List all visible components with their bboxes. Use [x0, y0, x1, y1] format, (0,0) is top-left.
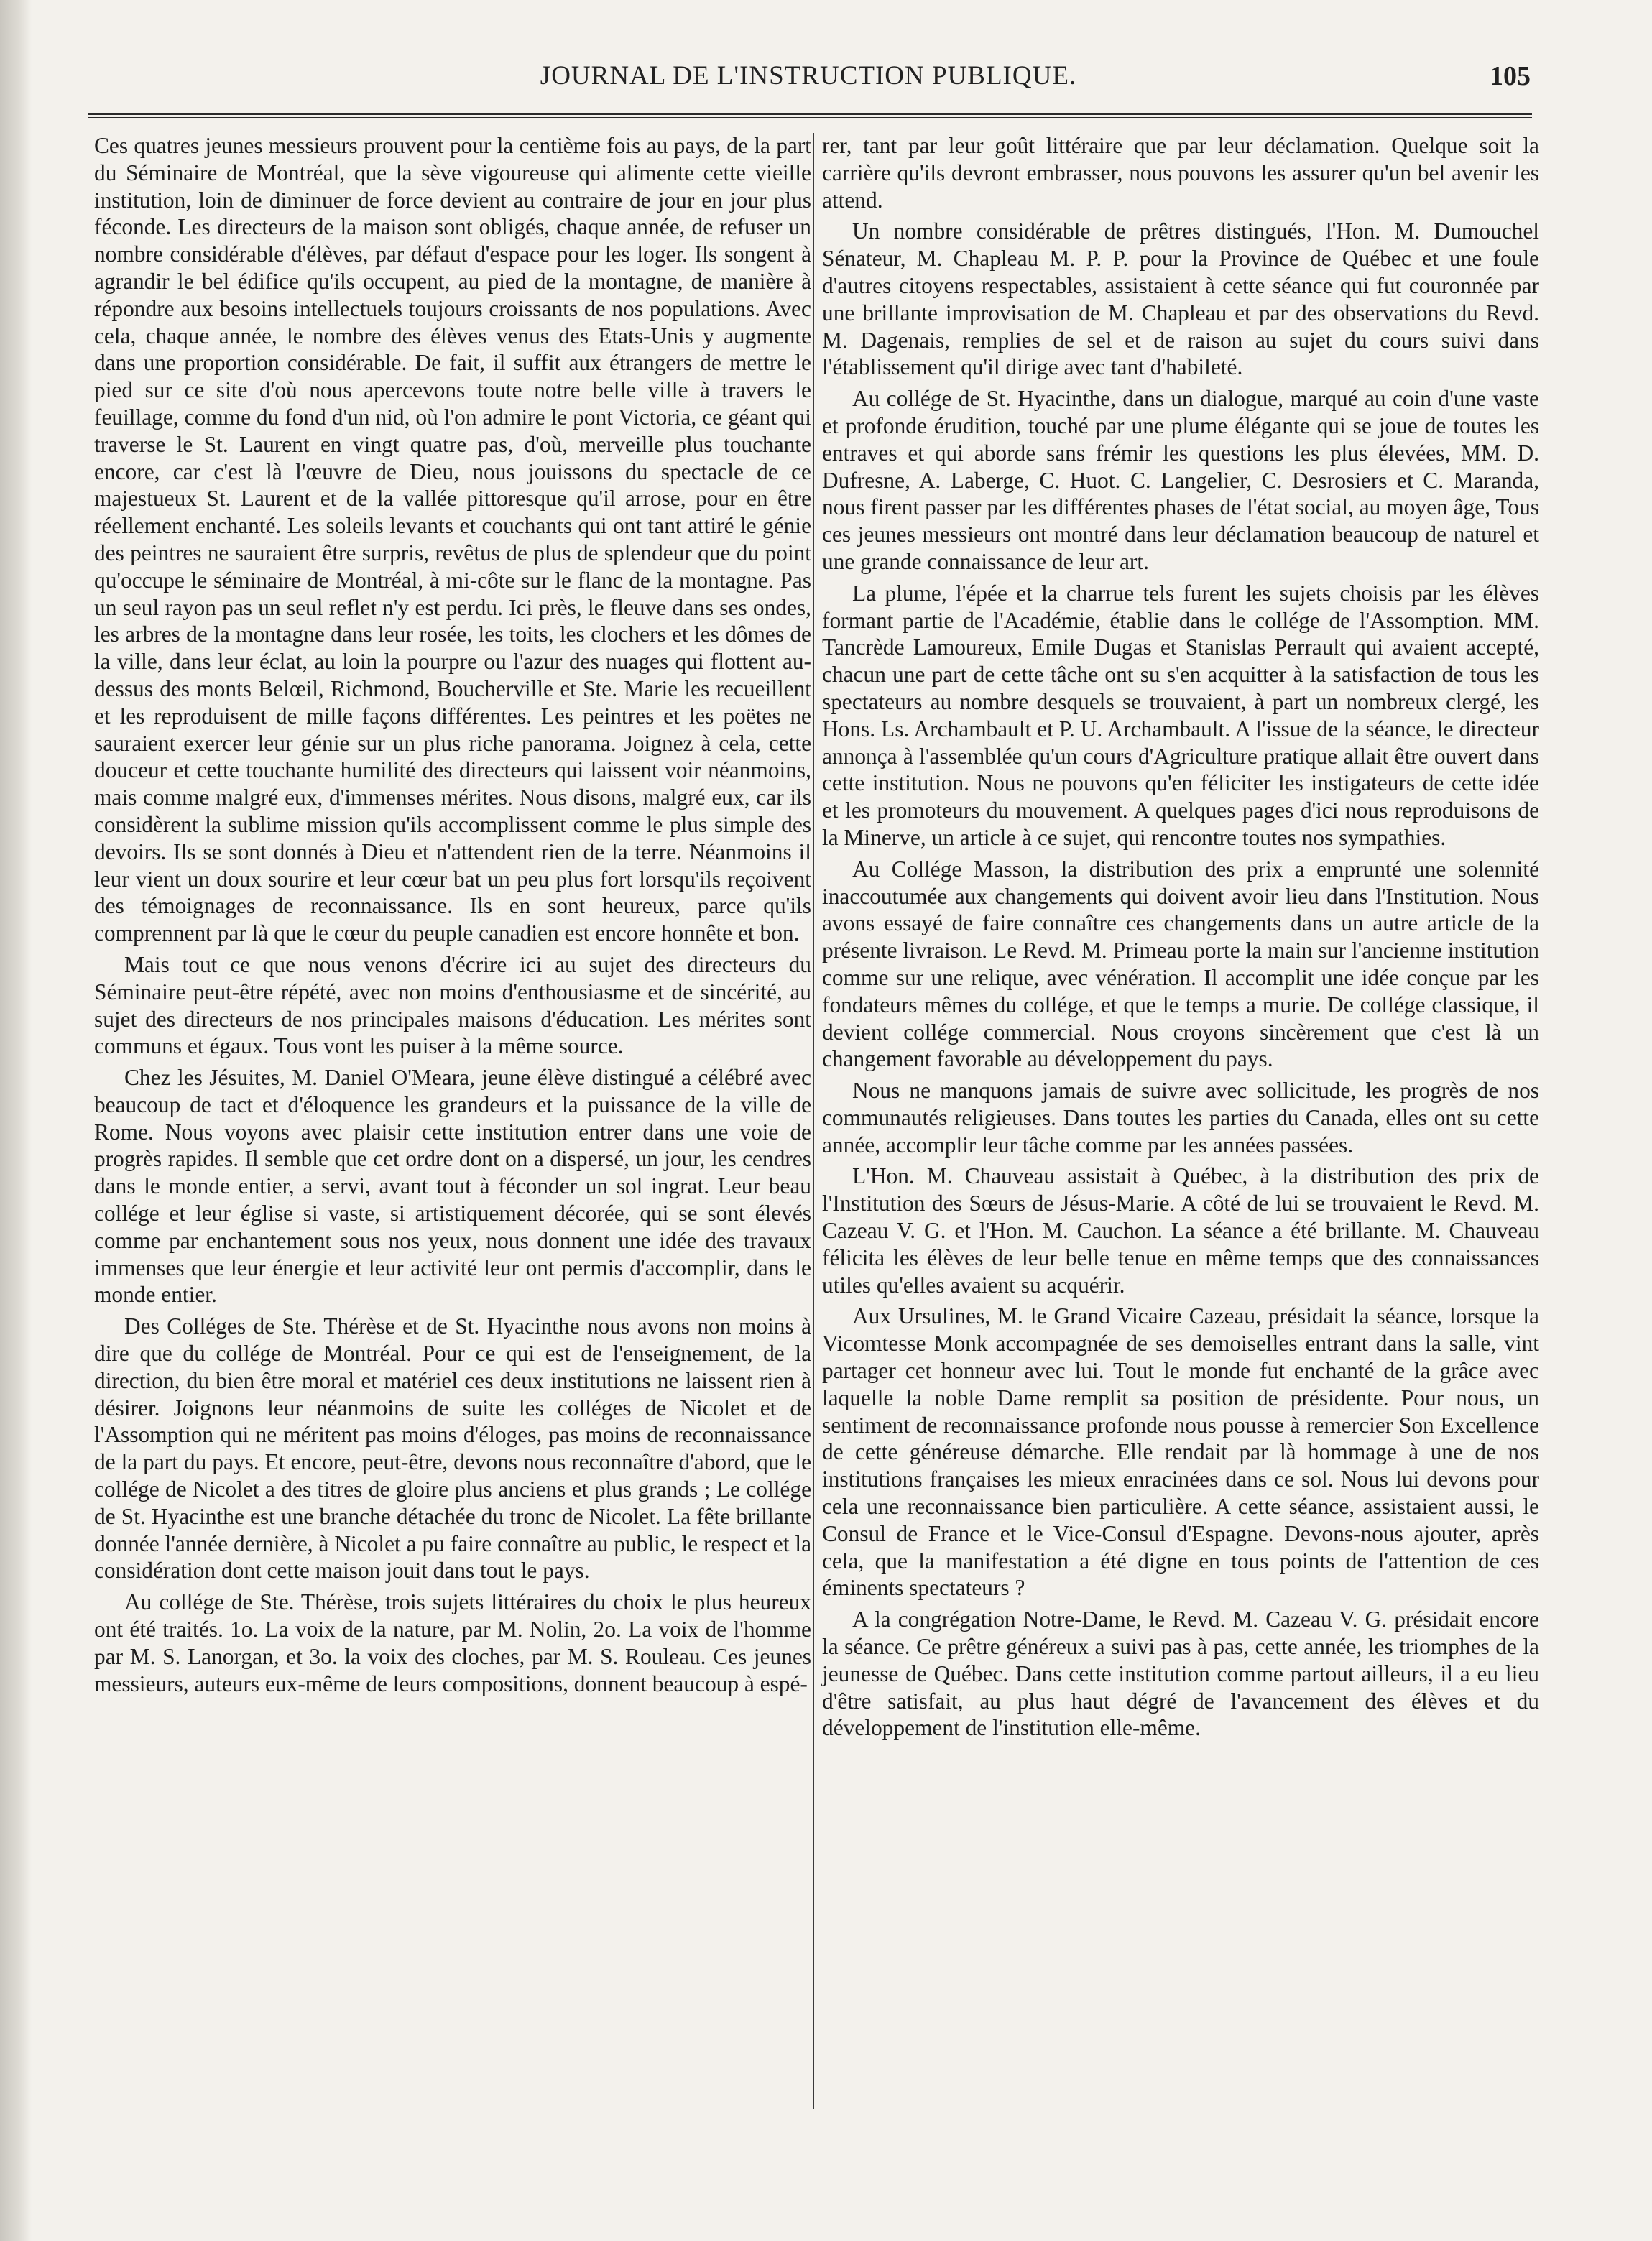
column-divider — [813, 133, 814, 2109]
page-header — [86, 60, 1531, 103]
paragraph: Des Colléges de Ste. Thérèse et de St. Hyacinthe nous avons non moins à dire que du collége de Montréal. Pour ce qui est de l'enseignement, de la direction, du bien être moral et matériel ces deux institutions ne laissent rien à désirer. Joignons leur néanmoins de suite les colléges de Nicolet et de l'Assomption qui ne méritent pas moins d'éloges, pas moins de reconnaissance de la part du pays. Et encore, peut-être, devons nous reconnaître d'abord, que le collége de Nicolet a des titres de gloire plus anciens et plus grands ; Le collége de St. Hyacinthe est une branche détachée du tronc de Nicolet. La fête brillante donnée l'année dernière, à Nicolet a pu faire connaître au public, le respect et la considération dont cette maison jouit dans tout le pays. — [94, 1313, 811, 1584]
paragraph: Aux Ursulines, M. le Grand Vicaire Cazeau, présidait la séance, lorsque la Vicomtesse Monk accompagnée de ses demoiselles entrant dans la salle, vint partager cet honneur avec lui. Tout le monde fut enchanté de la grâce avec laquelle la noble Dame remplit sa position de présidente. Pour nous, un sentiment de reconnaissance profonde nous pousse à remercier Son Excellence de cette généreuse démarche. Elle rendait par là hommage à une de nos institutions françaises les mieux enracinées dans ce sol. Nous lui devons pour cela une reconnaissance bien particulière. A cette séance, assistaient aussi, le Consul de France et le Vice-Consul d'Espagne. Devons-nous ajouter, après cela, que la manifestation a été digne en tous points de l'attention de ces éminents spectateurs ? — [822, 1303, 1539, 1601]
paragraph: Nous ne manquons jamais de suivre avec sollicitude, les progrès de nos communautés religieuses. Dans toutes les parties du Canada, elles ont su cette année, accomplir leur tâche comme par les années passées. — [822, 1078, 1539, 1158]
paragraph: Ces quatres jeunes messieurs prouvent pour la centième fois au pays, de la part du Séminaire de Montréal, que la sève vigoureuse qui alimente cette vieille institution, loin de diminuer de force devient au contraire de jour en jour plus féconde. Les directeurs de la maison sont obligés, chaque année, de refuser un nombre considérable d'élèves, par défaut d'espace pour les loger. Ils songent à agrandir le bel édifice qu'ils occupent, au pied de la montagne, de manière à répondre aux besoins intellectuels toujours croissants de nos populations. Avec cela, chaque année, le nombre des élèves venus des Etats-Unis y augmente dans une proportion considérable. De fait, il suffit aux étrangers de mettre le pied sur ce site d'où nous apercevons toute notre belle ville à travers le feuillage, comme du fond d'un nid, où l'on admire le pont Victoria, ce géant qui traverse le St. Laurent en vingt quatre pas, d'où, merveille plus touchante encore, car c'est là l'œuvre de Dieu, nous jouissons du spectacle de ce majestueux St. Laurent et de la vallée pittoresque qu'il arrose, pour en être réellement enchanté. Les soleils levants et couchants qui ont tant attiré le génie des peintres ne sauraient être surpris, revêtus de plus de splendeur que du point qu'occupe le séminaire de Montréal, à mi-côte sur le flanc de la montagne. Pas un seul rayon pas un seul reflet n'y est perdu. Ici près, le fleuve dans ses ondes, les arbres de la montagne dans leur rosée, les toits, les clochers et les dômes de la ville, dans leur éclat, au loin la pourpre ou l'azur des nuages qui flottent au-dessus des monts Belœil, Richmond, Boucherville et Ste. Marie les recueillent et les reproduisent de mille façons différentes. Les peintres et les poëtes ne sauraient exercer leur génie sur un plus riche panorama. Joignez à cela, cette douceur et cette touchante humilité des directeurs qui laissent voir néanmoins, mais comme malgré eux, d'immenses mérites. Nous disons, malgré eux, car ils considèrent la sublime mission qu'ils accomplissent comme le plus simple des devoirs. Ils se sont donnés à Dieu et n'attendent rien de la terre. Néanmoins il leur vient un doux sourire et leur cœur bat un peu plus fort lorsqu'ils reçoivent des témoignages de reconnaissance. Ils en sont heureux, parce qu'ils comprennent par là que le cœur du peuple canadien est encore honnête et bon. — [94, 133, 811, 946]
page-number: 105 — [1490, 61, 1531, 91]
paragraph: Au collége de Ste. Thérèse, trois sujets littéraires du choix le plus heureux ont été traités. 1o. La voix de la nature, par M. Nolin, 2o. La voix de l'homme par M. S. Lanorgan, et 3o. la voix des cloches, par M. S. Rouleau. Ces jeunes messieurs, auteurs eux-même de leurs compositions, donnent beaucoup à espé- — [94, 1589, 811, 1696]
paragraph: La plume, l'épée et la charrue tels furent les sujets choisis par les élèves formant partie de l'Académie, établie dans le collége de l'Assomption. MM. Tancrède Lamoureux, Emile Dugas et Stanislas Perrault qui avaient accepté, chacun une part de cette tâche ont su s'en acquitter à la satisfaction de tous les spectateurs au nombre desquels se trouvaient, à part un nombreux clergé, les Hons. Ls. Archambault et P. U. Archambault. A l'issue de la séance, le directeur annonça à l'assemblée qu'un cours d'Agriculture pratique allait être ouvert dans cette institution. Nous ne pouvons qu'en féliciter les instigateurs de cette idée et les promoteurs du mouvement. A quelques pages d'ici nous reproduisons de la Minerve, un article à ce sujet, qui rencontre toutes nos sympathies. — [822, 580, 1539, 850]
page-edge-shadow — [0, 0, 32, 2241]
paragraph: rer, tant par leur goût littéraire que par leur déclamation. Quelque soit la carrière qu'ils devront embrasser, nous pouvons les assurer qu'un bel avenir les attend. — [822, 133, 1539, 213]
paragraph: Chez les Jésuites, M. Daniel O'Meara, jeune élève distingué a célébré avec beaucoup de tact et d'éloquence les grandeurs et la puissance de la ville de Rome. Nous voyons avec plaisir cette institution entrer dans une voie de progrès rapides. Il semble que cet ordre dont on a dispersé, un jour, les cendres dans le monde entier, a servi, avant tout à féconder un sol ingrat. Leur beau collége et leur église si vaste, si artistiquement décorée, qui se sont élevés comme par enchantement sous nos yeux, nous donnent une idée des travaux immenses que leur énergie et leur activité leur ont permis d'accomplir, dans le monde entier. — [94, 1065, 811, 1308]
paragraph: A la congrégation Notre-Dame, le Revd. M. Cazeau V. G. présidait encore la séance. Ce prêtre généreux a suivi pas à pas, cette année, les triomphes de la jeunesse de Québec. Dans cette institution comme partout ailleurs, il a eu lieu d'être satisfait, au plus haut dégré de l'avancement des élèves et du développement de l'institution elle-même. — [822, 1607, 1539, 1741]
header-rule-thin — [88, 117, 1532, 118]
header-rule — [88, 113, 1532, 115]
journal-title: JOURNAL DE L'INSTRUCTION PUBLIQUE. — [540, 61, 1077, 91]
paragraph: Un nombre considérable de prêtres distingués, l'Hon. M. Dumouchel Sénateur, M. Chapleau M. P. P. pour la Province de Québec et une foule d'autres citoyens respectables, assistaient à cette séance qui fut couronnée par une brillante improvisation de M. Chapleau et par des observations du Revd. M. Dagenais, remplies de sel et de raison au sujet du cours suivi dans l'établissement qu'il dirige avec tant d'habileté. — [822, 218, 1539, 380]
paragraph: Mais tout ce que nous venons d'écrire ici au sujet des directeurs du Séminaire peut-être répété, avec non moins d'enthousiasme et de sincérité, au sujet des directeurs de nos principales maisons d'éducation. Les mérites sont communs et égaux. Tous vont les puiser à la même source. — [94, 951, 811, 1059]
paragraph: Au collége de St. Hyacinthe, dans un dialogue, marqué au coin d'une vaste et profonde érudition, touché par une plume élégante qui se joue de toutes les entraves et qui aborde sans frémir les questions les plus élevées, MM. D. Dufresne, A. Laberge, C. Huot. C. Langelier, C. Desrosiers et C. Maranda, nous firent passer par les différentes phases de l'état social, au moyen âge, Tous ces jeunes messieurs ont montré dans leur déclamation beaucoup de naturel et une grande connaissance de leur art. — [822, 386, 1539, 574]
left-column — [94, 132, 811, 1701]
paragraph: Au Collége Masson, la distribution des prix a emprunté une solennité inaccoutumée aux changements qui doivent avoir lieu dans l'Institution. Nous avons essayé de faire connaître ces changements dans un autre article de la présente livraison. Le Revd. M. Primeau porte la main sur l'ancienne institution comme sur une relique, avec vénération. Il accomplit une idée conçue par les fondateurs mêmes du collége, et que le temps a murie. De collége classique, il devient collége commercial. Nous croyons sincèrement que c'est là un changement favorable au développement du pays. — [822, 856, 1539, 1072]
paragraph: L'Hon. M. Chauveau assistait à Québec, à la distribution des prix de l'Institution des Sœurs de Jésus-Marie. A côté de lui se trouvaient le Revd. M. Cazeau V. G. et l'Hon. M. Cauchon. La séance a été brillante. M. Chauveau félicita les élèves de leur belle tenue en même temps que des connaissances utiles qu'elles avaient su acquérir. — [822, 1163, 1539, 1298]
right-column — [822, 132, 1539, 1746]
